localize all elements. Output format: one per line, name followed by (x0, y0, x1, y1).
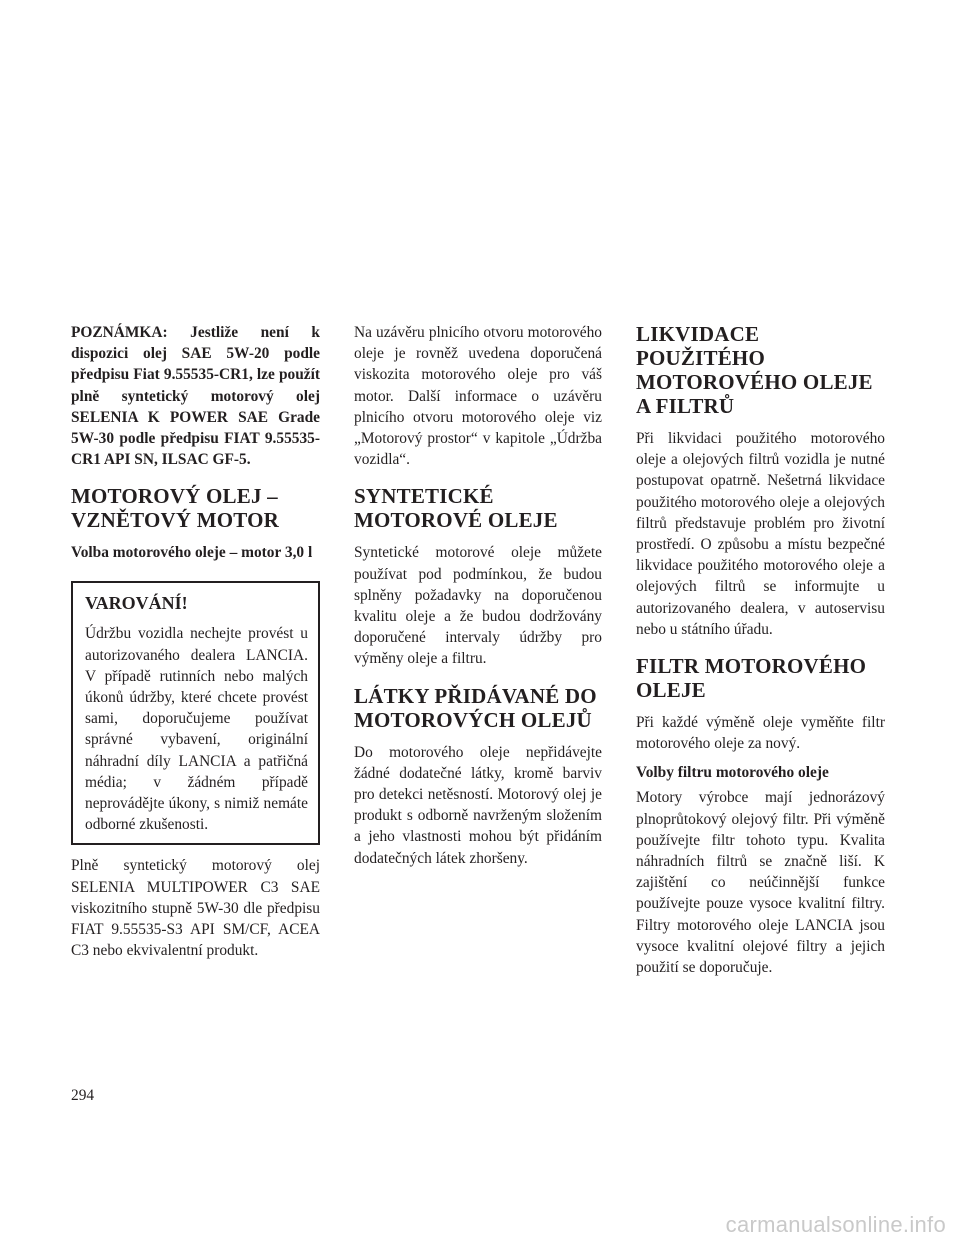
oil-disposal-paragraph: Při likvidaci použitého motorového oleje a olejových filtrů vozidla je nutné postupovat opatrně. Nešetrná likvidace použitého motorového oleje a olejových filtrů představuje problém pro životní prostředí. O způsobu a místu bezpečné likvidace použitého motorového oleje a olejových filtrů se informujte u autorizovaného dealera, v autoservisu nebo u státního úřadu. (636, 430, 885, 638)
warning-title: VAROVÁNÍ! (85, 593, 188, 614)
heading-synthetic-oils: SYNTETICKÉ MOTOROVÉ OLEJE (354, 484, 558, 533)
oil-filter-paragraph: Při každé výměně oleje vyměňte filtr motorového oleje za nový. (636, 714, 885, 753)
filter-selection-paragraph: Motory výrobce mají jednorázový plnoprůtokový olejový filtr. Při výměně používejte filtr tohoto typu. Kvalita náhradních filtrů se značně liší. K zajištění co neúčinnější funkce používejte pouze vysoce kvalitní filtry. Filtry motorového oleje LANCIA jsou vysoce kvalitní olejové filtry a jejich použití se doporučuje. (636, 789, 885, 977)
oil-additives-paragraph: Do motorového oleje nepřidávejte žádné dodatečné látky, kromě barviv pro detekci netěsností. Motorový olej je produkt s odborně navrženým složením a jeho vlastnosti mohou být přidáním dodatečných látek zhoršeny. (354, 743, 602, 867)
watermark: carmanualsonline.info (725, 1212, 946, 1237)
column-right (636, 322, 885, 986)
heading-oil-filter: FILTR MOTOROVÉHO OLEJE (636, 654, 867, 703)
heading-oil-disposal: LIKVIDACE POUŽITÉHO MOTOROVÉHO OLEJE A FILTRŮ (636, 322, 873, 418)
subheading-filter-selection: Volby filtru motorového oleje (636, 764, 829, 782)
heading-oil-additives: LÁTKY PŘIDÁVANÉ DO MOTOROVÝCH OLEJŮ (354, 683, 597, 732)
subheading-oil-selection: Volba motorového oleje – motor 3,0 l (71, 544, 313, 562)
page-number: 294 (71, 1087, 95, 1104)
heading-engine-oil-diesel: MOTOROVÝ OLEJ – VZNĚTOVÝ MOTOR (71, 484, 279, 533)
note-paragraph: POZNÁMKA: Jestliže není k dispozici olej SAE 5W-20 podle předpisu Fiat 9.55535-CR1, lze použít plně syntetický motorový olej SELENIA K POWER SAE Grade 5W-30 podle předpisu FIAT 9.55535-CR1 API SN, ILSAC GF-5. (71, 324, 320, 469)
synthetic-oils-paragraph: Syntetické motorové oleje můžete používat pod podmínkou, že budou splněny požadavky na doporučenou kvalitu oleje a že budou dodržovány doporučené intervaly údržby pro výměny oleje a filtru. (354, 544, 602, 668)
warning-text: Údržbu vozidla nechejte provést u autorizovaného dealera LANCIA. V případě rutinních nebo malých úkonů údržby, které chcete provést sami, doporučujeme používat správné vybavení, originální náhradní díly LANCIA a patřičná média; v žádném případě neprovádějte úkony, s nimiž nemáte odborné zkušenosti. (85, 625, 308, 834)
filler-cap-paragraph: Na uzávěru plnicího otvoru motorového oleje je rovněž uvedena doporučená viskozita motorového oleje pro váš motor. Další informace o uzávěru plnicího otvoru motorového oleje viz „Motorový prostor“ v kapitole „Údržba vozidla“. (354, 324, 602, 469)
oil-spec-paragraph: Plně syntetický motorový olej SELENIA MULTIPOWER C3 SAE viskozitního stupně 5W-30 dle předpisu FIAT 9.55535-S3 API SM/CF, ACEA C3 nebo ekvivalentní produkt. (71, 857, 320, 960)
warning-box (71, 581, 320, 845)
column-middle (354, 322, 602, 877)
column-left (71, 322, 320, 969)
